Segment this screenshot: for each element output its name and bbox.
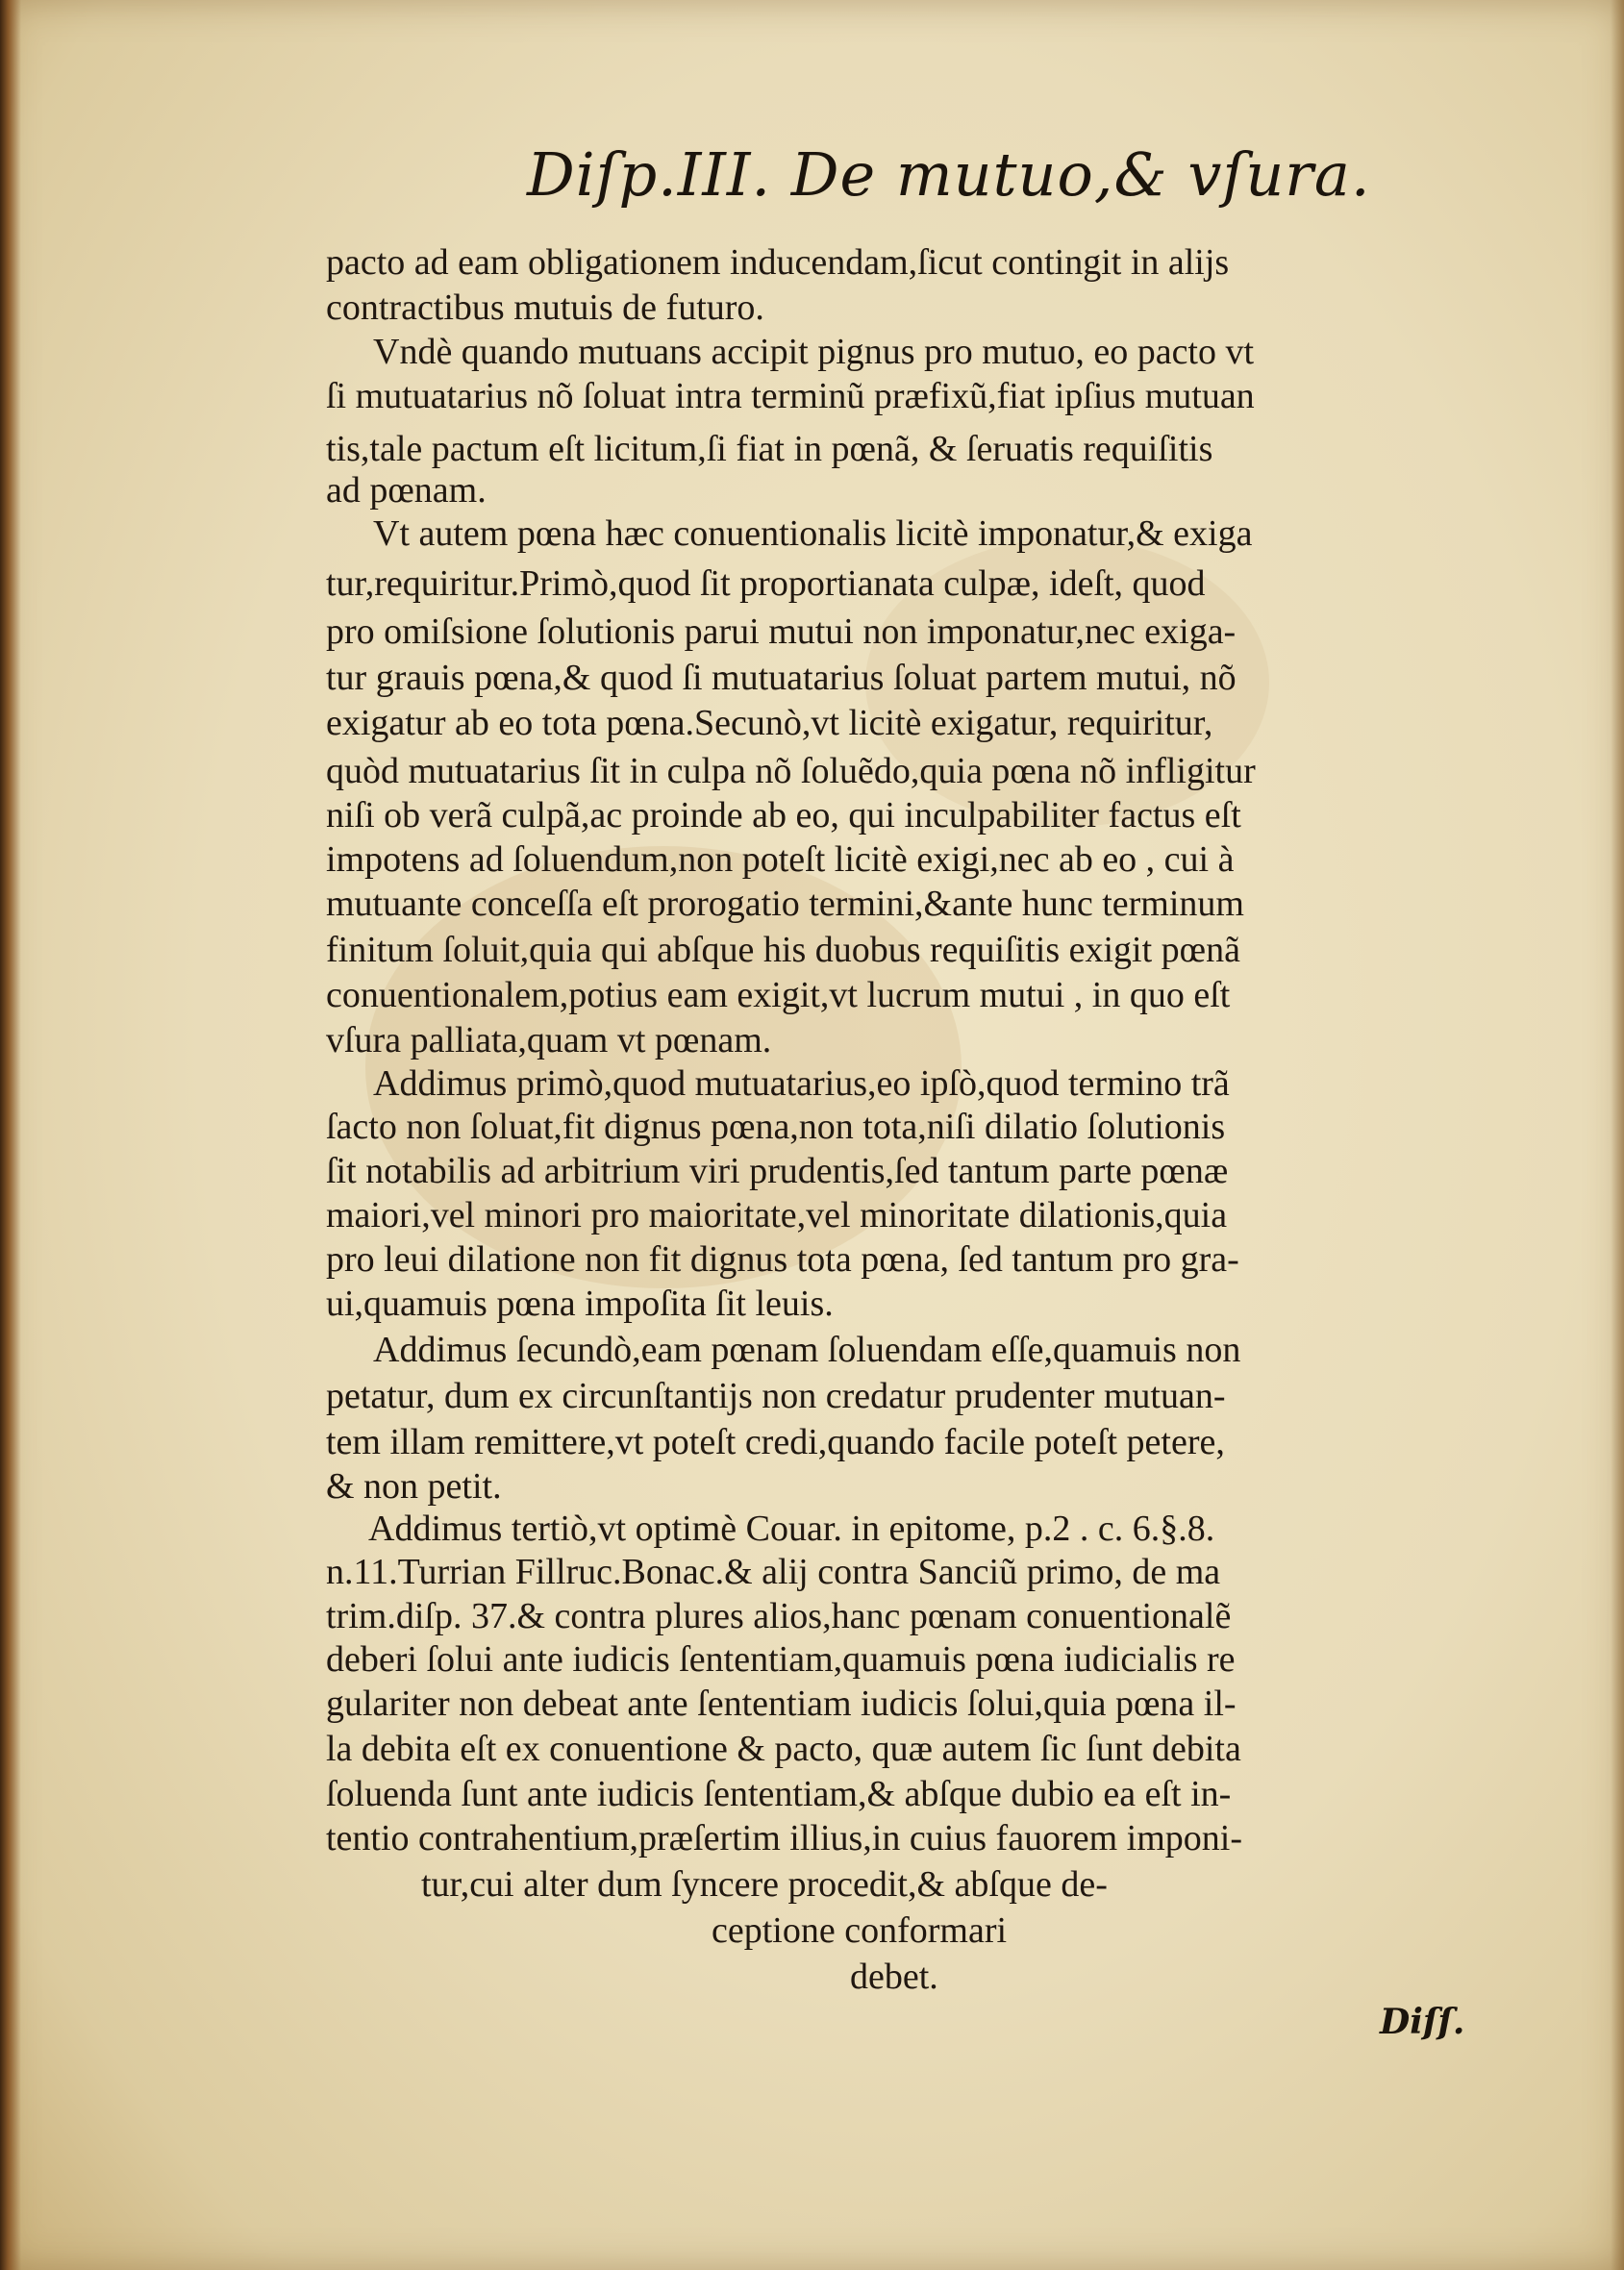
text-line: pro leui dilatione non fit dignus tota pœna, ſed tantum pro gra- [326, 1239, 1239, 1280]
text-line: pro omiſsione ſolutionis parui mutui non imponatur,nec exiga- [326, 611, 1237, 652]
text-line: maiori,vel minori pro maioritate,vel minoritate dilationis,quia [326, 1195, 1228, 1235]
text-line: conuentionalem,potius eam exigit,vt lucrum mutui , in quo eſt [326, 975, 1231, 1015]
text-line: ui,quamuis pœna impoſita ſit leuis. [326, 1284, 834, 1324]
text-line: ad pœnam. [326, 470, 487, 511]
catchword: Diſſ. [1380, 2002, 1465, 2042]
text-line: la debita eſt ex conuentione & pacto, quæ autem ſic ſunt debita [326, 1729, 1241, 1769]
text-line: tur,cui alter dum ſyncere procedit,& abſque de- [421, 1864, 1108, 1905]
text-line: Vt autem pœna hæc conuentionalis licitè imponatur,& exiga [373, 513, 1253, 554]
running-header: Diſp.III. De mutuo,& vſura. [527, 139, 1371, 210]
text-line: vſura palliata,quam vt pœnam. [326, 1020, 772, 1060]
text-line: deberi ſolui ante iudicis ſententiam,quamuis pœna iudicialis re [326, 1639, 1236, 1680]
text-line: ſi mutuatarius nõ ſoluat intra terminũ præfixũ,fiat ipſius mutuan [326, 376, 1255, 416]
text-line: & non petit. [326, 1466, 502, 1507]
text-line: Addimus tertiò,vt optimè Couar. in epitome, p.2 . c. 6.§.8. [368, 1509, 1215, 1549]
text-line: n.11.Turrian Fillruc.Bonac.& alij contra Sanciũ primo, de ma [326, 1552, 1221, 1592]
text-line: tur,requiritur.Primò,quod ſit proportianata culpæ, ideſt, quod [326, 563, 1206, 604]
text-line: petatur, dum ex circunſtantijs non credatur prudenter mutuan- [326, 1376, 1226, 1416]
text-line: ſoluenda ſunt ante iudicis ſententiam,& abſque dubio ea eſt in- [326, 1774, 1232, 1814]
text-line: tem illam remittere,vt poteſt credi,quando facile poteſt petere, [326, 1422, 1225, 1462]
text-line: debet. [850, 1957, 938, 1997]
text-line: ceptione conformari [712, 1910, 1008, 1951]
text-line: tentio contrahentium,præſertim illius,in cuius fauorem imponi- [326, 1818, 1242, 1858]
text-line: niſi ob verã culpã,ac proinde ab eo, qui inculpabiliter factus eſt [326, 795, 1241, 836]
text-line: Vndè quando mutuans accipit pignus pro mutuo, eo pacto vt [373, 332, 1255, 372]
text-line: exigatur ab eo tota pœna.Secunò,vt licitè exigatur, requiritur, [326, 703, 1213, 743]
text-line: impotens ad ſoluendum,non poteſt licitè exigi,nec ab eo , cui à [326, 839, 1235, 880]
text-line: pacto ad eam obligationem inducendam,ſicut contingit in alijs [326, 242, 1230, 283]
text-line: ſacto non ſoluat,fit dignus pœna,non tota,niſi dilatio ſolutionis [326, 1107, 1226, 1147]
text-line: Addimus primò,quod mutuatarius,eo ipſò,quod termino trã [373, 1063, 1230, 1104]
text-line: trim.diſp. 37.& contra plures alios,hanc pœnam conuentionalẽ [326, 1596, 1232, 1636]
text-line: tur grauis pœna,& quod ſi mutuatarius ſoluat partem mutui, nõ [326, 658, 1237, 698]
text-line: tis,tale pactum eſt licitum,ſi fiat in pœnã, & ſeruatis requiſitis [326, 429, 1213, 469]
text-line: Addimus ſecundò,eam pœnam ſoluendam eſſe,quamuis non [373, 1330, 1241, 1370]
text-line: contractibus mutuis de futuro. [326, 287, 764, 328]
text-line: ſit notabilis ad arbitrium viri prudentis,ſed tantum parte pœnæ [326, 1151, 1229, 1191]
text-line: quòd mutuatarius ſit in culpa nõ ſoluẽdo,quia pœna nõ infligitur [326, 751, 1256, 791]
text-line: finitum ſoluit,quia qui abſque his duobus requiſitis exigit pœnã [326, 930, 1240, 970]
text-line: mutuante conceſſa eſt prorogatio termini,&ante hunc terminum [326, 884, 1244, 924]
text-line: gulariter non debeat ante ſententiam iudicis ſolui,quia pœna il- [326, 1684, 1237, 1724]
